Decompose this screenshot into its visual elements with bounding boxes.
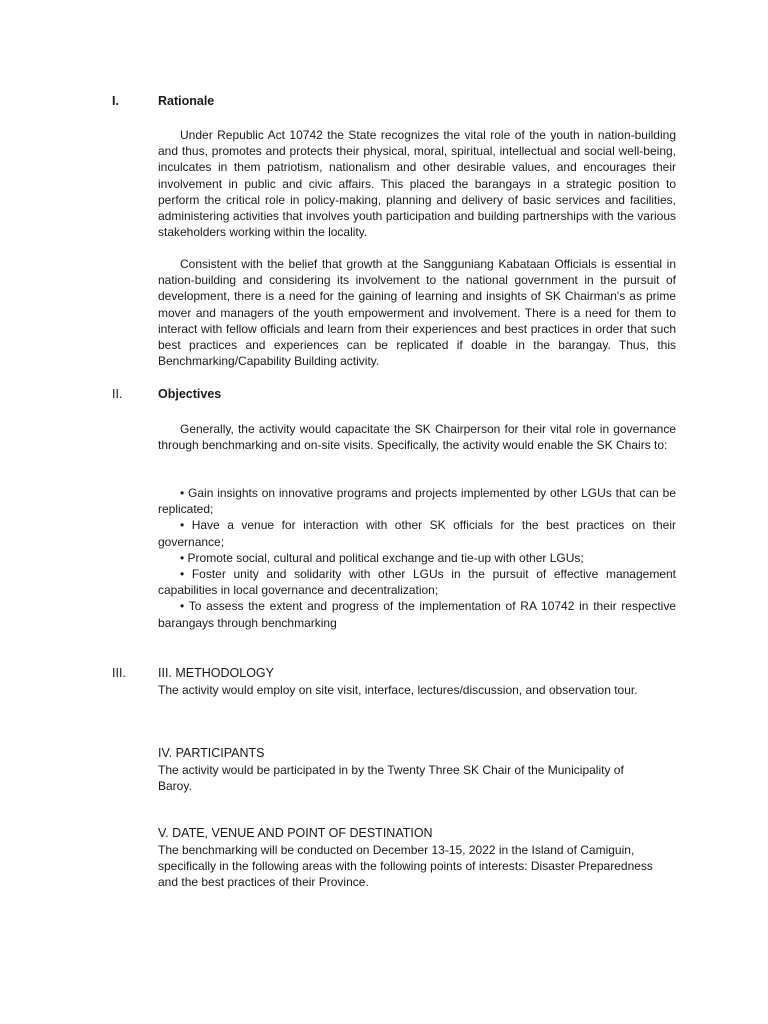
objective-item: • To assess the extent and progress of the implementation of RA 10742 in their respective barangays through benchmarking [158, 599, 676, 630]
rationale-paragraph-1: Under Republic Act 10742 the State recognizes the vital role of the youth in nation-building and thus, promotes and protects their physical, moral, spiritual, intellectual and social well-being, inculcates in them patriotism, nationalism and other desirable values, and encourages their involvement in public and civic affairs. This placed the barangays in a strategic position to perform the critical role in policy-making, planning and delivery of basic services and facilities, administering activities that involves youth participation and building partnerships with the various stakeholders working within the locality. [158, 128, 676, 240]
date-venue-text [158, 842, 688, 891]
section-1-numeral: I. [112, 94, 119, 108]
objective-item: • Promote social, cultural and political exchange and tie-up with other LGUs; [180, 550, 584, 565]
objective-item: • Foster unity and solidarity with other LGUs in the pursuit of effective management capabilities in local governance and decentralization; [158, 567, 676, 598]
section-3-numeral: III. [112, 666, 126, 680]
section-4-title: IV. PARTICIPANTS [158, 746, 265, 760]
section-5-title: V. DATE, VENUE AND POINT OF DESTINATION [158, 826, 433, 840]
methodology-text: The activity would employ on site visit, interface, lectures/discussion, and observation tour. [158, 683, 638, 697]
date-venue-line: and the best practices of their Province. [158, 875, 369, 890]
section-2-title: Objectives [158, 387, 222, 401]
objectives-intro: Generally, the activity would capacitate the SK Chairperson for their vital role in governance through benchmarking and on-site visits. Specifically, the activity would enable the SK Chairs to: [158, 422, 676, 453]
participants-text: The activity would be participated in by the Twenty Three SK Chair of the Municipality of Baroy. [158, 763, 624, 794]
section-3-title: III. METHODOLOGY [158, 666, 274, 680]
section-2-numeral: II. [112, 387, 123, 401]
objective-item: • Gain insights on innovative programs and projects implemented by other LGUs that can be replicated; [158, 486, 676, 517]
objective-item: • Have a venue for interaction with other SK officials for the best practices on their governance; [158, 518, 676, 549]
date-venue-line: The benchmarking will be conducted on December 13-15, 2022 in the Island of Camiguin, [158, 843, 635, 857]
section-1-title: Rationale [158, 94, 215, 108]
date-venue-line: specifically in the following areas with the following points of interests: Disaster Preparedness [158, 859, 653, 874]
objectives-list [158, 485, 676, 631]
rationale-paragraph-2: Consistent with the belief that growth at the Sangguniang Kabataan Officials is essential in nation-building and considering its involvement to the national government in the pursuit of development, there is a need for the gaining of learning and insights of SK Chairman's as prime mover and managers of the youth empowerment and involvement. There is a need for them to interact with fellow officials and learn from their experiences and best practices in order that such best practices and experiences can be replicated if doable in the barangay. Thus, this Benchmarking/Capability Building activity. [158, 257, 676, 369]
